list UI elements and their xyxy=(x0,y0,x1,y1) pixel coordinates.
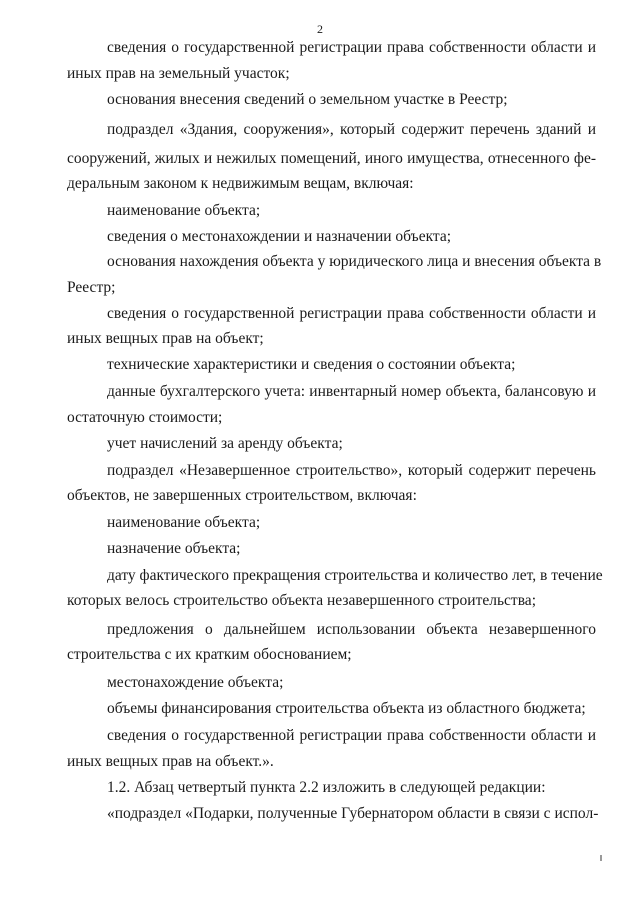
text-line: деральным законом к недвижимым вещам, включая: xyxy=(67,175,414,192)
text-line: дату фактического прекращения строительства и количество лет, в течение xyxy=(107,567,603,584)
text-line: основания внесения сведений о земельном участке в Реестр; xyxy=(107,91,508,108)
text-line: сведения о государственной регистрации права собственности области и xyxy=(107,727,596,744)
text-line: наименование объекта; xyxy=(107,202,261,219)
text-line: «подраздел «Подарки, полученные Губернатором области в связи с испол- xyxy=(107,805,599,822)
text-line: наименование объекта; xyxy=(107,514,261,531)
scan-mark xyxy=(600,855,602,861)
text-line: остаточную стоимости; xyxy=(67,409,223,426)
text-line: строительства с их кратким обоснованием; xyxy=(67,646,352,663)
text-line: 1.2. Абзац четвертый пункта 2.2 изложить в следующей редакции: xyxy=(107,779,546,796)
text-line: которых велось строительство объекта незавершенного строительства; xyxy=(67,592,536,609)
text-line: иных вещных прав на объект.». xyxy=(67,753,274,770)
text-line: сведения о местонахождении и назначении объекта; xyxy=(107,228,452,245)
text-line: подраздел «Здания, сооружения», который содержит перечень зданий и xyxy=(107,121,596,138)
text-line: сооружений, жилых и нежилых помещений, иного имущества, отнесенного фе- xyxy=(67,150,596,167)
text-line: назначение объекта; xyxy=(107,540,241,557)
text-line: основания нахождения объекта у юридического лица и внесения объекта в xyxy=(107,253,602,270)
text-line: иных вещных прав на объект; xyxy=(67,330,264,347)
text-line: сведения о государственной регистрации права собственности области и xyxy=(107,305,596,322)
text-line: учет начислений за аренду объекта; xyxy=(107,435,343,452)
text-line: предложения о дальнейшем использовании объекта незавершенного xyxy=(107,621,596,638)
text-line: иных прав на земельный участок; xyxy=(67,65,290,82)
text-line: подраздел «Незавершенное строительство», который содержит перечень xyxy=(107,462,596,479)
text-line: сведения о государственной регистрации права собственности области и xyxy=(107,39,596,56)
text-line: данные бухгалтерского учета: инвентарный номер объекта, балансовую и xyxy=(107,383,596,400)
text-line: объектов, не завершенных строительством, включая: xyxy=(67,487,417,504)
text-line: местонахождение объекта; xyxy=(107,674,284,691)
text-line: объемы финансирования строительства объекта из областного бюджета; xyxy=(107,700,586,717)
page-number: 2 xyxy=(317,22,323,36)
text-line: технические характеристики и сведения о состоянии объекта; xyxy=(107,356,516,373)
text-line: Реестр; xyxy=(67,279,116,296)
